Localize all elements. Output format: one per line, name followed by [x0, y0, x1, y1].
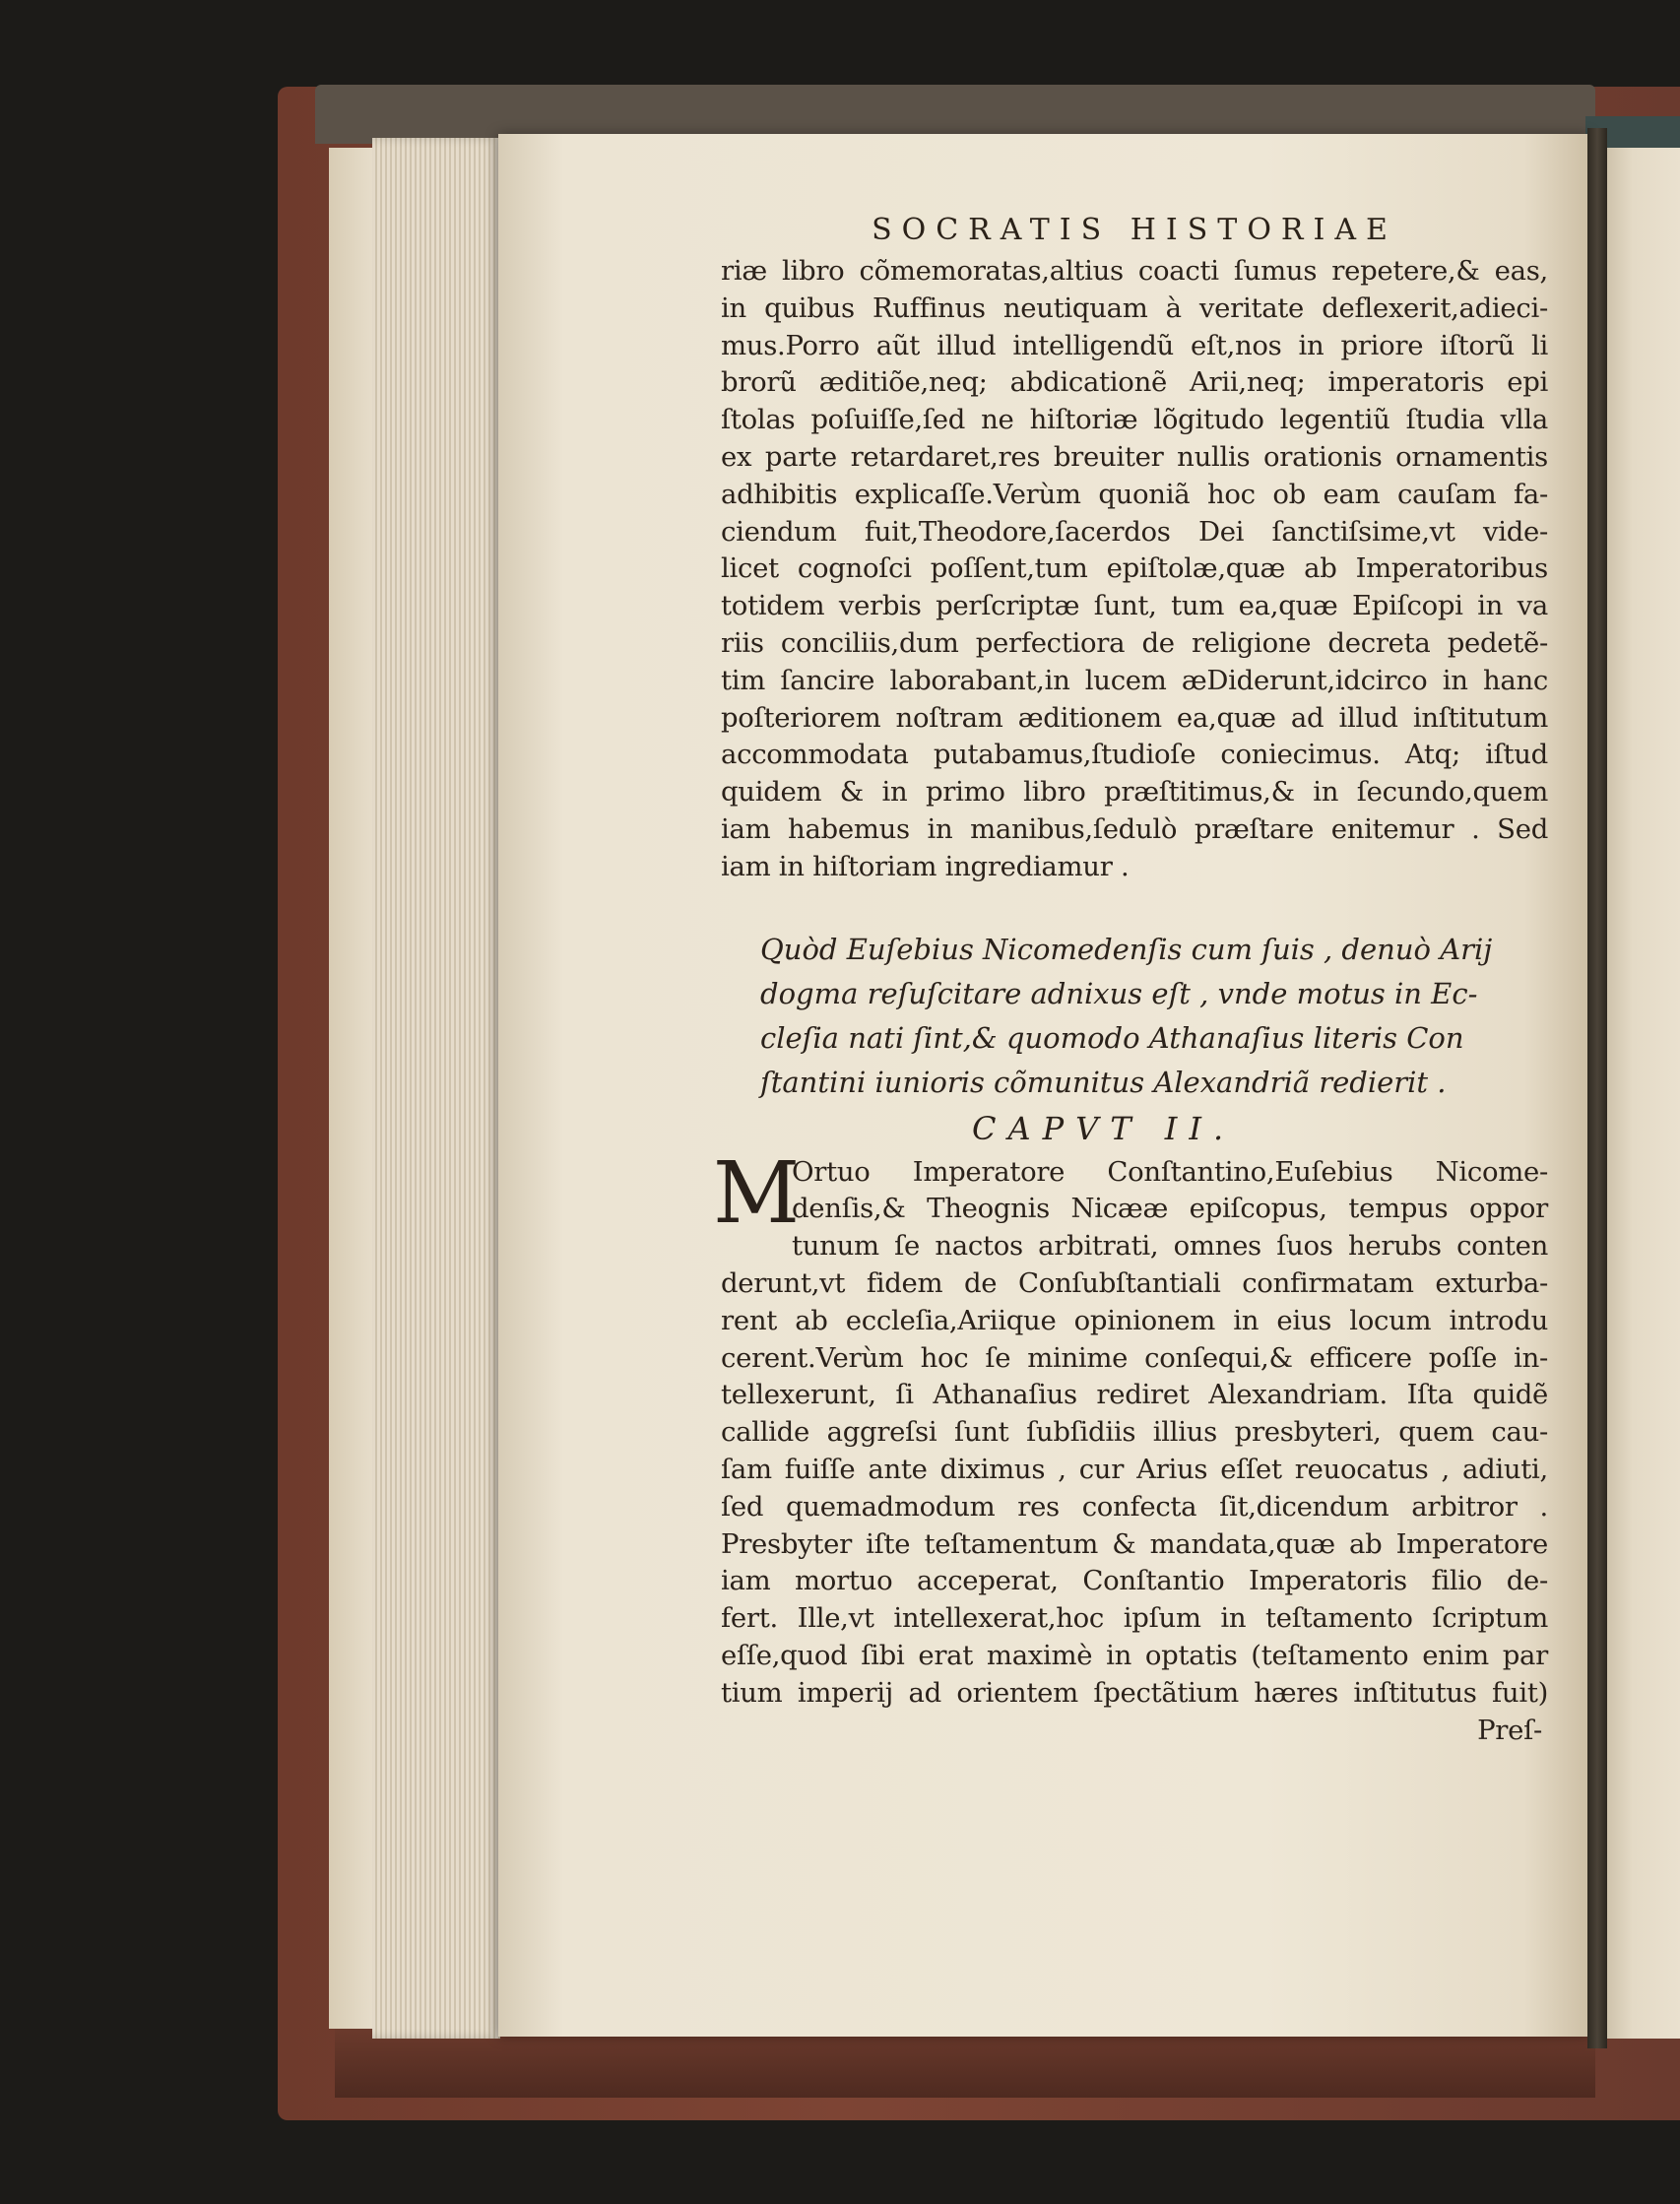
text-line: derunt,vt fidem de Conſubſtantiali confirmatam exturba-: [721, 1266, 1548, 1299]
text-line: fert. Ille,vt intellexerat,hoc ipſum in teſtamento ſcriptum: [721, 1602, 1548, 1635]
text-line: cerent.Verùm hoc ſe minime conſequi,& efficere poſſe in-: [721, 1341, 1548, 1374]
text-line: Ortuo Imperatore Conſtantino,Euſebius Nicome-: [792, 1155, 1548, 1188]
text-line: rent ab eccleſia,Ariique opinionem in eius locum introdu: [721, 1304, 1548, 1336]
text-line: tunum ſe nactos arbitrati, omnes ſuos herubs conten: [792, 1230, 1548, 1263]
heading-line: dogma reſuſcitare adnixus eſt , vnde motus in Ec-: [760, 976, 1478, 1010]
chapter-label: CAPVT II.: [972, 1109, 1236, 1147]
text-line: quidem & in primo libro præſtitimus,& in ſecundo,quem: [721, 776, 1548, 809]
text-line: tim ſancire laborabant,in lucem æDiderunt,idcirco in hanc: [721, 664, 1548, 696]
text-line: ex parte retardaret,res breuiter nullis orationis ornamentis: [721, 440, 1548, 473]
chapter-body: [713, 1143, 1548, 1750]
text-line: tellexerunt, ſi Athanaſius rediret Alexandriam. Iſta quidẽ: [721, 1379, 1548, 1411]
text-line: accommodata putabamus,ſtudioſe coniecimus. Atq; iſtud: [721, 739, 1548, 771]
text-line: ſtolas poſuiſſe,ſed ne hiſtoriæ lõgitudo legentiũ ſtudia vlla: [721, 404, 1548, 436]
text-line: totidem verbis perſcriptæ ſunt, tum ea,quæ Epiſcopi in va: [721, 590, 1548, 622]
text-line: callide aggreſsi ſunt ſubſidiis illius presbyteri, quem cau-: [721, 1416, 1548, 1449]
text-line: riis conciliis,dum perfectiora de religione decreta pedetẽ-: [721, 626, 1548, 659]
left-board-inner: [329, 148, 378, 2029]
text-line: ſam fuiſſe ante diximus , cur Arius eſſet reuocatus , adiuti,: [721, 1453, 1548, 1485]
text-line: poſteriorem noſtram æditionem ea,quæ ad illud inſtitutum: [721, 701, 1548, 734]
page-edges: [372, 138, 500, 2039]
text-line: denſis,& Theognis Nicææ epiſcopus, tempus oppor: [792, 1193, 1548, 1225]
chapter-summary-heading: [760, 928, 1548, 1105]
catchword: Preſ-: [1477, 1714, 1542, 1746]
text-line: licet cognoſci poſſent,tum epiſtolæ,quæ ab Imperatoribus: [721, 552, 1548, 585]
text-line: ſed quemadmodum res confecta ſit,dicendum arbitror .: [721, 1490, 1548, 1523]
text-line: riæ libro cõmemoratas,altius coacti ſumus repetere,& eas,: [721, 255, 1548, 287]
heading-line: cleſia nati ſint,& quomodo Athanaſius literis Con: [760, 1020, 1464, 1055]
text-line: mus.Porro aũt illud intelligendũ eſt,nos in priore iſtorũ li: [721, 329, 1548, 361]
text-line: brorũ æditiõe,neq; abdicationẽ Arii,neq; imperatoris epi: [721, 366, 1548, 399]
intro-paragraph: [721, 253, 1548, 886]
facing-page-edge: [1601, 148, 1680, 2039]
text-line: ciendum fuit,Theodore,ſacerdos Dei ſanctiſsime,vt vide-: [721, 515, 1548, 548]
text-line: in quibus Ruffinus neutiquam à veritate deflexerit,adieci-: [721, 292, 1548, 324]
book-cover-bottom-edge: [335, 2029, 1595, 2098]
running-head: SOCRATIS HISTORIAE: [872, 213, 1397, 247]
text-line: tium imperij ad orientem ſpectãtium hæres inſtitutus fuit): [721, 1676, 1548, 1709]
text-line: Presbyter iſte teſtamentum & mandata,quæ ab Imperatore: [721, 1527, 1548, 1560]
text-line: adhibitis explicaſſe.Verùm quoniã hoc ob eam cauſam fa-: [721, 478, 1548, 510]
text-line: iam in hiſtoriam ingrediamur .: [721, 850, 1130, 882]
drop-cap-initial: M: [713, 1143, 801, 1243]
page-text-block: [713, 197, 1548, 1749]
heading-line: Quòd Euſebius Nicomedenſis cum ſuis , denuò Arij: [760, 932, 1493, 966]
text-line: eſſe,quod ſibi erat maximè in optatis (teſtamento enim par: [721, 1639, 1548, 1671]
text-line: iam mortuo acceperat, Conſtantio Imperatoris filio de-: [721, 1565, 1548, 1597]
book-gutter: [1587, 128, 1607, 2048]
text-line: iam habemus in manibus,ſedulò præſtare enitemur . Sed: [721, 812, 1548, 845]
heading-line: ſtantini iunioris cõmunitus Alexandriã redierit .: [760, 1065, 1447, 1099]
